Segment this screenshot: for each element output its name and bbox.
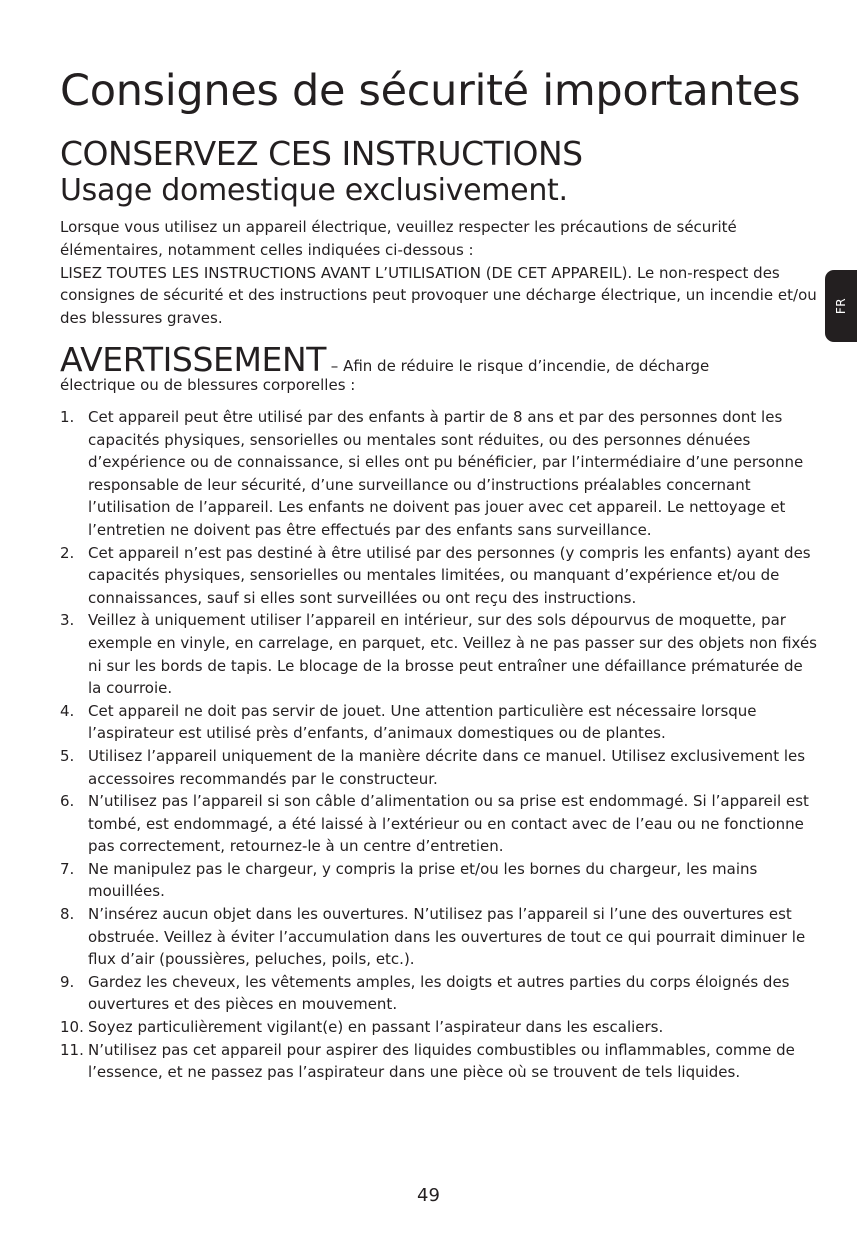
list-item [60, 1016, 820, 1039]
list-item [60, 700, 820, 745]
list-item-text: Ne manipulez pas le chargeur, y compris la prise et/ou les bornes du chargeur, les mains mouillées. [88, 859, 758, 901]
domestic-use-heading: Usage domestique exclusivement. [60, 173, 568, 208]
list-item-number: 11. [60, 1040, 84, 1059]
list-item-number: 8. [60, 905, 75, 924]
list-item-number: 3. [60, 611, 75, 630]
list-item-text: Soyez particulièrement vigilant(e) en passant l’aspirateur dans les escaliers. [88, 1018, 664, 1037]
list-item [60, 903, 820, 971]
list-item-number: 2. [60, 543, 75, 562]
list-item-text: N’utilisez pas l’appareil si son câble d’alimentation ou sa prise est endommagé. Si l’appareil est tombé, est endommagé, a été laissé à l’extérieur ou en contact avec de l’eau ou ne fonctionne pas correctement, retournez-le à un centre d’entretien. [88, 792, 809, 856]
warning-heading: AVERTISSEMENT [60, 340, 327, 379]
language-tab [825, 270, 857, 342]
list-item-text: Utilisez l’appareil uniquement de la manière décrite dans ce manuel. Utilisez exclusivement les accessoires recommandés par le constructeur. [88, 746, 806, 788]
list-item-text: Cet appareil n’est pas destiné à être utilisé par des personnes (y compris les enfants) ayant des capacités physiques, sensorielles ou mentales limitées, ou manquant d’expérience et/ou de connaissances, sauf si elles sont surveillées ou ont reçu des instructions. [88, 543, 811, 607]
list-item-number: 7. [60, 859, 75, 878]
list-item-number: 5. [60, 746, 75, 765]
list-item [60, 1039, 820, 1084]
page-title: Consignes de sécurité importantes [60, 66, 801, 116]
list-item-text: Gardez les cheveux, les vêtements amples, les doigts et autres parties du corps éloignés des ouvertures et des pièces en mouvement. [88, 972, 790, 1014]
safety-rules-list [60, 406, 820, 1084]
list-item-number: 1. [60, 408, 75, 426]
list-item [60, 790, 820, 858]
warning-block [60, 340, 820, 397]
list-item [60, 609, 820, 699]
list-item [60, 406, 820, 542]
list-item-text: Cet appareil ne doit pas servir de jouet. Une attention particulière est nécessaire lorsque l’aspirateur est utilisé près d’enfants, d’animaux domestiques ou de plantes. [88, 701, 757, 743]
list-item-text: N’insérez aucun objet dans les ouvertures. N’utilisez pas l’appareil si l’une des ouvertures est obstruée. Veillez à éviter l’accumulation dans les ouvertures de tout ce qui pourrait diminuer le flux d’air (poussières, peluches, poils, etc.). [88, 905, 806, 969]
list-item-number: 10. [60, 1018, 84, 1037]
warning-continuation-text: électrique ou de blessures corporelles : [60, 376, 356, 394]
intro-paragraph-1: Lorsque vous utilisez un appareil électrique, veuillez respecter les précautions de sécurité élémentaires, notamment celles indiquées ci-dessous : [60, 218, 737, 259]
list-item-number: 4. [60, 701, 75, 720]
intro-paragraph-2: LISEZ TOUTES LES INSTRUCTIONS AVANT L’UTILISATION (DE CET APPAREIL). Le non-respect des consignes de sécurité et des instructions peut provoquer une décharge électrique, un incendie et/ou des blessures graves. [60, 263, 817, 328]
warning-lead-text: – Afin de réduire le risque d’incendie, de décharge [326, 357, 710, 375]
intro-text [60, 216, 820, 330]
keep-instructions-heading: CONSERVEZ CES INSTRUCTIONS [60, 134, 583, 173]
language-tab-label: FR [834, 297, 848, 315]
list-item [60, 858, 820, 903]
list-item-number: 9. [60, 972, 75, 991]
list-item-text: N’utilisez pas cet appareil pour aspirer des liquides combustibles ou inflammables, comme de l’essence, et ne passez pas l’aspirateur dans une pièce où se trouvent de tels liquides. [88, 1040, 795, 1082]
page-number: 49 [417, 1185, 440, 1206]
list-item [60, 542, 820, 610]
list-item-text: Veillez à uniquement utiliser l’appareil en intérieur, sur des sols dépourvus de moquette, par exemple en vinyle, en carrelage, en parquet, etc. Veillez à ne pas passer sur des objets non fixés ni sur les bords de tapis. Le blocage de la brosse peut entraîner une défaillance prématurée de la courroie. [88, 611, 817, 698]
list-item [60, 745, 820, 790]
list-item-number: 6. [60, 792, 75, 811]
list-item [60, 971, 820, 1016]
list-item-text: Cet appareil peut être utilisé par des enfants à partir de 8 ans et par des personnes dont les capacités physiques, sensorielles ou mentales sont réduites, ou des personnes dénuées d’expérience ou de connaissance, si elles ont pu bénéficier, par l’intermédiaire d’une personne responsable de leur sécurité, d’une surveillance ou d’instructions préalables concernant l’utilisation de l’appareil. Les enfants ne doivent pas jouer avec cet appareil. Le nettoyage et l’entretien ne doivent pas être effectués par des enfants sans surveillance. [88, 408, 804, 539]
